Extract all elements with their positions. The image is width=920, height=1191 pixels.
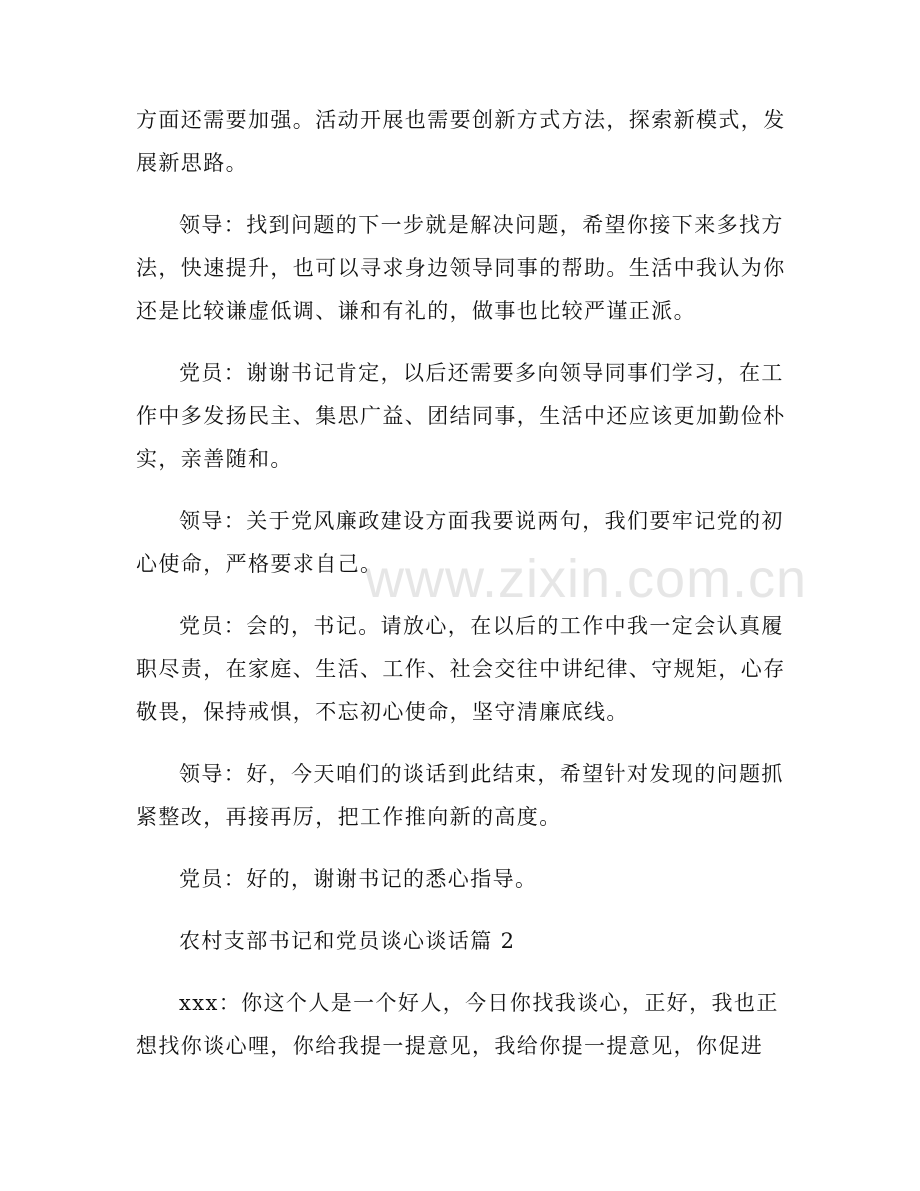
paragraph-3: 党员：谢谢书记肯定，以后还需要多向领导同事们学习，在工作中多发扬民主、集思广益、团结同事，生活中还应该更加勤俭朴实，亲善随和。 — [136, 361, 786, 471]
paragraph-4: 领导：关于党风廉政建设方面我要说两句，我们要牢记党的初心使命，严格要求自己。 — [136, 509, 784, 576]
paragraph-7: 党员：好的，谢谢书记的悉心指导。 — [179, 867, 538, 891]
section-heading: 农村支部书记和党员谈心谈话篇 2 — [179, 929, 516, 953]
watermark: www.zixin.com.cn — [365, 549, 808, 609]
paragraph-2: 领导：找到问题的下一步就是解决问题，希望你接下来多找方法，快速提升，也可以寻求身边领导同事的帮助。生活中我认为你还是比较谦虚低调、谦和有礼的，做事也比较严谨正派。 — [136, 213, 786, 323]
paragraph-6: 领导：好，今天咱们的谈话到此结束，希望针对发现的问题抓紧整改，再接再厉，把工作推向新的高度。 — [136, 762, 784, 829]
paragraph-1: 方面还需要加强。活动开展也需要创新方式方法，探索新模式，发展新思路。 — [136, 108, 786, 175]
document-body — [136, 99, 786, 1087]
paragraph-5: 党员：会的，书记。请放心，在以后的工作中我一定会认真履职尽责，在家庭、生活、工作、社会交往中讲纪律、守规矩，心存敬畏，保持戒惧，不忘初心使命，坚守清廉底线。 — [136, 614, 786, 724]
paragraph-9: xxx：你这个人是一个好人，今日你找我谈心，正好，我也正想找你谈心哩，你给我提一提意见，我给你提一提意见，你促进 — [136, 991, 779, 1058]
